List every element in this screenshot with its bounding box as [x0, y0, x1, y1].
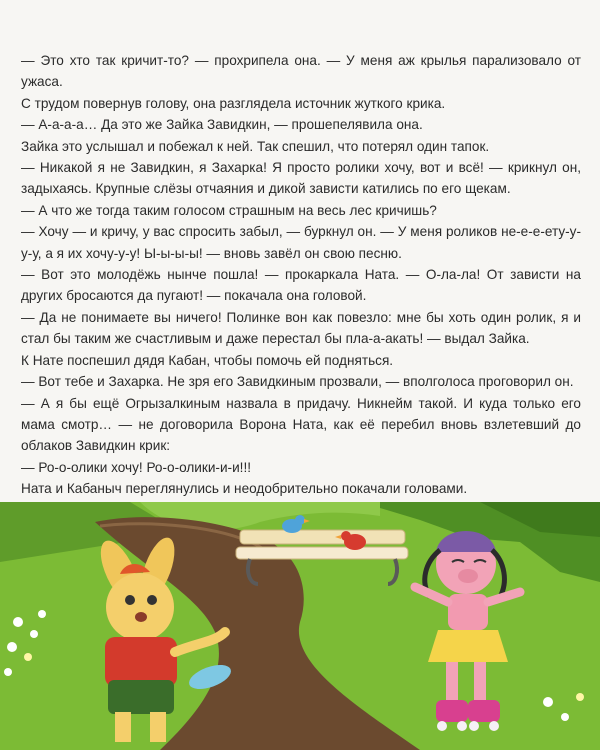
paragraph: — Да не понимаете вы ничего! Полинке вон как повезло: мне бы хоть один ролик, я и стал бы таким же счастливым и даже перестал бы пла-а-акать! — выдал Зайка. [21, 309, 581, 347]
paragraph: — Никакой я не Завидкин, я Захарка! Я просто ролики хочу, вот и всё! — крикнул он, задыхаясь. Крупные слёзы отчаяния и дикой зависти катились по его щекам. [21, 160, 581, 197]
paragraph: — Это хто так кричит-то? — прохрипела она. — У меня аж крылья парализовало от ужаса. [21, 53, 581, 90]
paragraph: — Ро-о-олики хочу! Ро-о-олики-и-и!!! [21, 459, 251, 475]
paragraph: К Нате поспешил дядя Кабан, чтобы помочь ей подняться. [21, 352, 394, 368]
paragraph: С трудом повернув голову, она разглядела источник жуткого крика. [21, 95, 446, 111]
paragraph: — А что же тогда таким голосом страшным на весь лес кричишь? [21, 202, 437, 218]
paragraph: — Вот это молодёжь нынче пошла! — прокаркала Ната. — О-ла-ла! От зависти на других бросаются да пугают! — покачала она головой. [21, 267, 581, 304]
paragraph: — Хочу — и кричу, у вас спросить забыл, — буркнул он. — У меня роликов не-е-е-ету-у-у-у, а я их хочу-у-у! Ы-ы-ы-ы! — вновь завёл он свою песню. [21, 224, 581, 261]
paragraph: — А-а-а-а… Да это же Зайка Завидкин, — прошепелявила она. [21, 117, 423, 133]
paragraph: — А я бы ещё Огрызалкиным назвала в придачу. Никнейм такой. И куда только его мама смотр… — не договорила Ворона Ната, как её перебил вновь взлетевший до облаков Завидкин крик: [21, 395, 581, 454]
paragraph: Зайка это услышал и побежал к ней. Так спешил, что потерял один тапок. [21, 138, 490, 154]
story-text [21, 50, 581, 542]
paragraph: — Вот тебе и Захарка. Не зря его Завидкиным прозвали, — вполголоса проговорил он. [21, 374, 574, 390]
park-illustration [0, 502, 600, 750]
paragraph: Ната и Кабаныч переглянулись и неодобрительно покачали головами. [21, 481, 468, 497]
